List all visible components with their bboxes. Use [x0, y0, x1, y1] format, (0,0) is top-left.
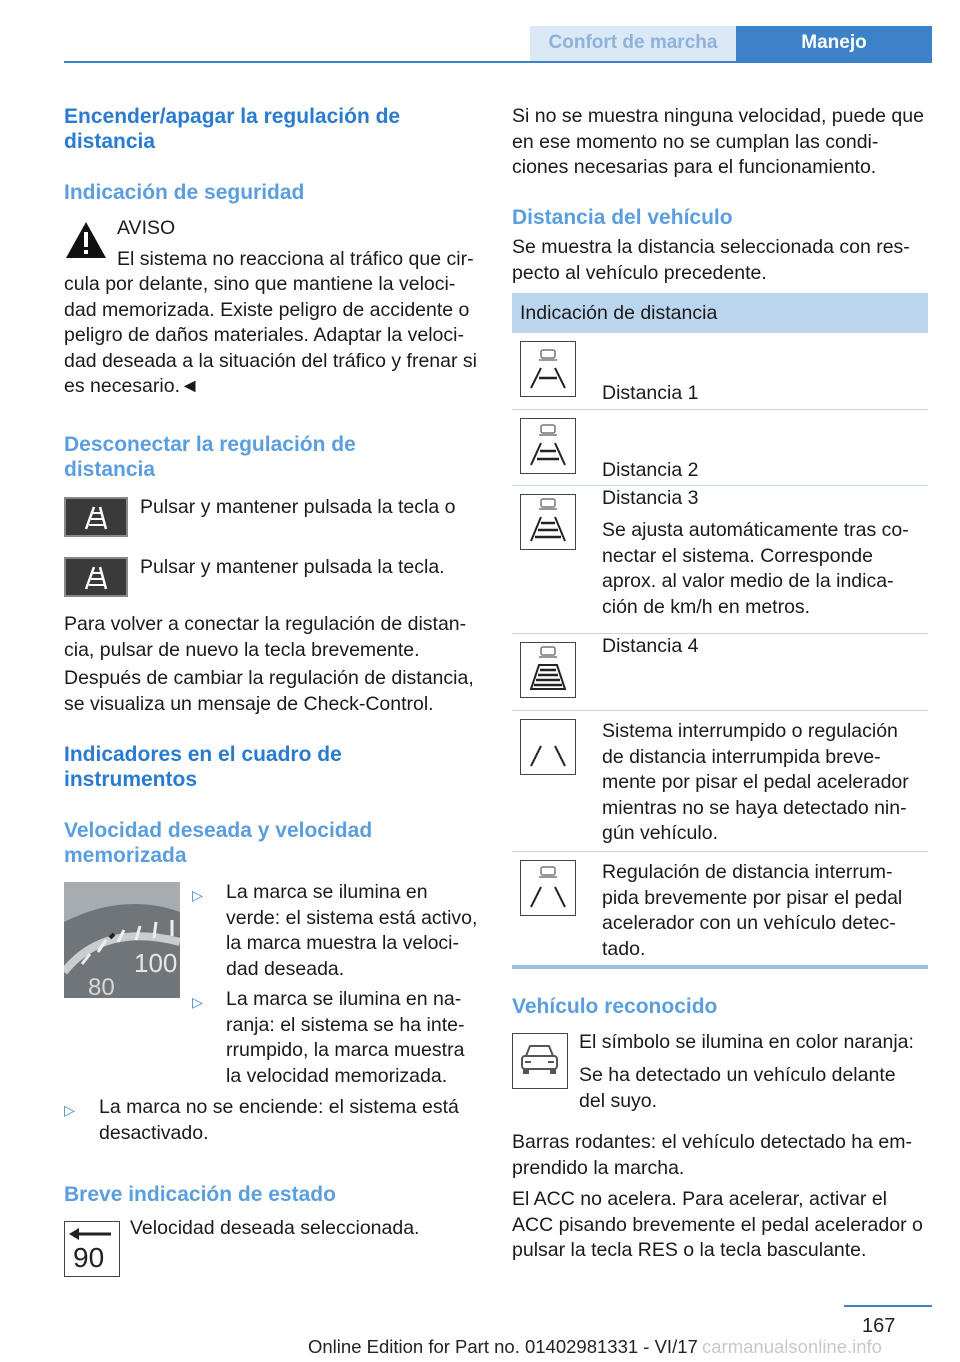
paragraph-reconnect: Para volver a conectar la regulación de distan-cia, pulsar de nuevo la tecla brevemente. — [64, 613, 467, 661]
vehicle-detected-interrupted-icon — [520, 860, 576, 916]
system-interrupted-label: Sistema interrumpido o regulación de distancia interrumpida breve-mente por pisar el pedal acelerador mientras no se haya detectado nin-gún vehículo. — [602, 720, 909, 844]
paragraph-check-control: Después de cambiar la regulación de distancia, se visualiza un mensaje de Check-Control. — [64, 667, 474, 715]
section-title: Encender/apagar la regulación de distancia — [64, 105, 401, 153]
distance-button-image — [64, 497, 128, 537]
tab-manejo[interactable]: Manejo — [736, 26, 932, 62]
edition-text: Online Edition for Part no. 01402981331 - VI/17 — [308, 1336, 698, 1357]
distance-table — [512, 293, 928, 968]
table-row — [512, 711, 928, 851]
table-row — [512, 410, 928, 485]
intro-text: Si no se muestra ninguna velocidad, puede que en ese momento no se cumplan las condi-ciones necesarias para el funcionamiento. — [512, 105, 924, 178]
tab-confort-de-marcha[interactable]: Confort de marcha — [530, 26, 736, 62]
speedometer-image — [64, 882, 180, 998]
distance-1-icon — [520, 341, 576, 397]
table-bottom-rule — [512, 965, 928, 969]
table-row — [512, 486, 928, 633]
footer-divider — [844, 1305, 932, 1307]
distance-3-desc: Se ajusta automáticamente tras co-nectar el sistema. Corresponde aprox. al valor medio de la indica-ción de km/h en metros. — [602, 519, 909, 618]
table-row — [512, 333, 928, 409]
distance-2-icon — [520, 418, 576, 474]
set-speed-value: 90 — [73, 1242, 105, 1273]
gauge-label-80: 80 — [88, 974, 115, 998]
distance-3-label: Distancia 3 — [602, 487, 699, 509]
warning-icon — [64, 220, 108, 260]
distance-3-icon — [520, 494, 576, 550]
bullet-triangle-icon: ▷ — [192, 994, 203, 1010]
vehicle-heading: Vehículo reconocido — [512, 995, 718, 1018]
vehicle-text-2: Se ha detectado un vehículo delante del suyo. — [579, 1064, 896, 1112]
bullet-off: La marca no se enciende: el sistema está desactivado. — [99, 1096, 459, 1144]
vehicle-detected-interrupted-label: Regulación de distancia interrum-pida brevemente por pisar el pedal acelerador con un vehículo detec-tado. — [602, 861, 903, 960]
bullet-orange: La marca se ilumina en na-ranja: el sistema se ha inte-rrumpido, la marca muestra la velocidad memorizada. — [226, 988, 465, 1087]
press-text-2: Pulsar y mantener pulsada la tecla. — [140, 556, 445, 578]
distance-4-icon — [520, 642, 576, 698]
distance-2-label: Distancia 2 — [602, 459, 699, 481]
disconnect-heading: Desconectar la regulación de distancia — [64, 433, 356, 481]
paragraph-rolling-bars: Barras rodantes: el vehículo detectado ha em-prendido la marcha. — [512, 1131, 912, 1179]
distance-4-label: Distancia 4 — [602, 635, 699, 657]
set-speed-icon — [64, 1221, 120, 1277]
paragraph-acc: El ACC no acelera. Para acelerar, activar el ACC pisando brevemente el pedal acelerador o pulsar la tecla RES o la tecla basculante. — [512, 1188, 923, 1261]
vehicle-text-1: El símbolo se ilumina en color naranja: — [579, 1031, 914, 1053]
header-divider — [64, 61, 932, 63]
status-text: Velocidad deseada seleccionada. — [130, 1217, 420, 1239]
gauge-label-100: 100 — [134, 948, 178, 978]
table-row — [512, 852, 928, 968]
indicators-heading: Indicadores en el cuadro de instrumentos — [64, 743, 342, 791]
system-interrupted-icon — [520, 719, 576, 775]
page-number: 167 — [862, 1315, 896, 1337]
distance-button-image-2 — [64, 557, 128, 597]
watermark: carmanualsonline.info — [702, 1336, 882, 1357]
press-text-1: Pulsar y mantener pulsada la tecla o — [140, 496, 456, 518]
warning-label: AVISO — [117, 217, 176, 239]
warning-text-line1: El sistema no reacciona al tráfico que cir- — [117, 248, 474, 270]
bullet-green: La marca se ilumina en verde: el sistema está activo, la marca muestra la veloci-dad deseada. — [226, 881, 478, 980]
vehicle-icon — [512, 1033, 568, 1089]
distance-text: Se muestra la distancia seleccionada con res-pecto al vehículo precedente. — [512, 236, 910, 284]
safety-heading: Indicación de seguridad — [64, 181, 305, 204]
distance-heading: Distancia del vehículo — [512, 206, 733, 229]
speed-heading: Velocidad deseada y velocidad memorizada — [64, 819, 373, 867]
bullet-triangle-icon: ▷ — [192, 887, 203, 903]
table-row — [512, 634, 928, 710]
table-header: Indicación de distancia — [512, 293, 928, 333]
warning-text: cula por delante, sino que mantiene la veloci-dad memorizada. Existe peligro de accidente o peligro de daños materiales. Adaptar la veloci-dad deseada a la situación del tráfico y frenar si es necesario.◄ — [64, 273, 477, 397]
distance-1-label: Distancia 1 — [602, 382, 699, 404]
status-heading: Breve indicación de estado — [64, 1183, 336, 1206]
bullet-triangle-icon: ▷ — [64, 1102, 75, 1118]
